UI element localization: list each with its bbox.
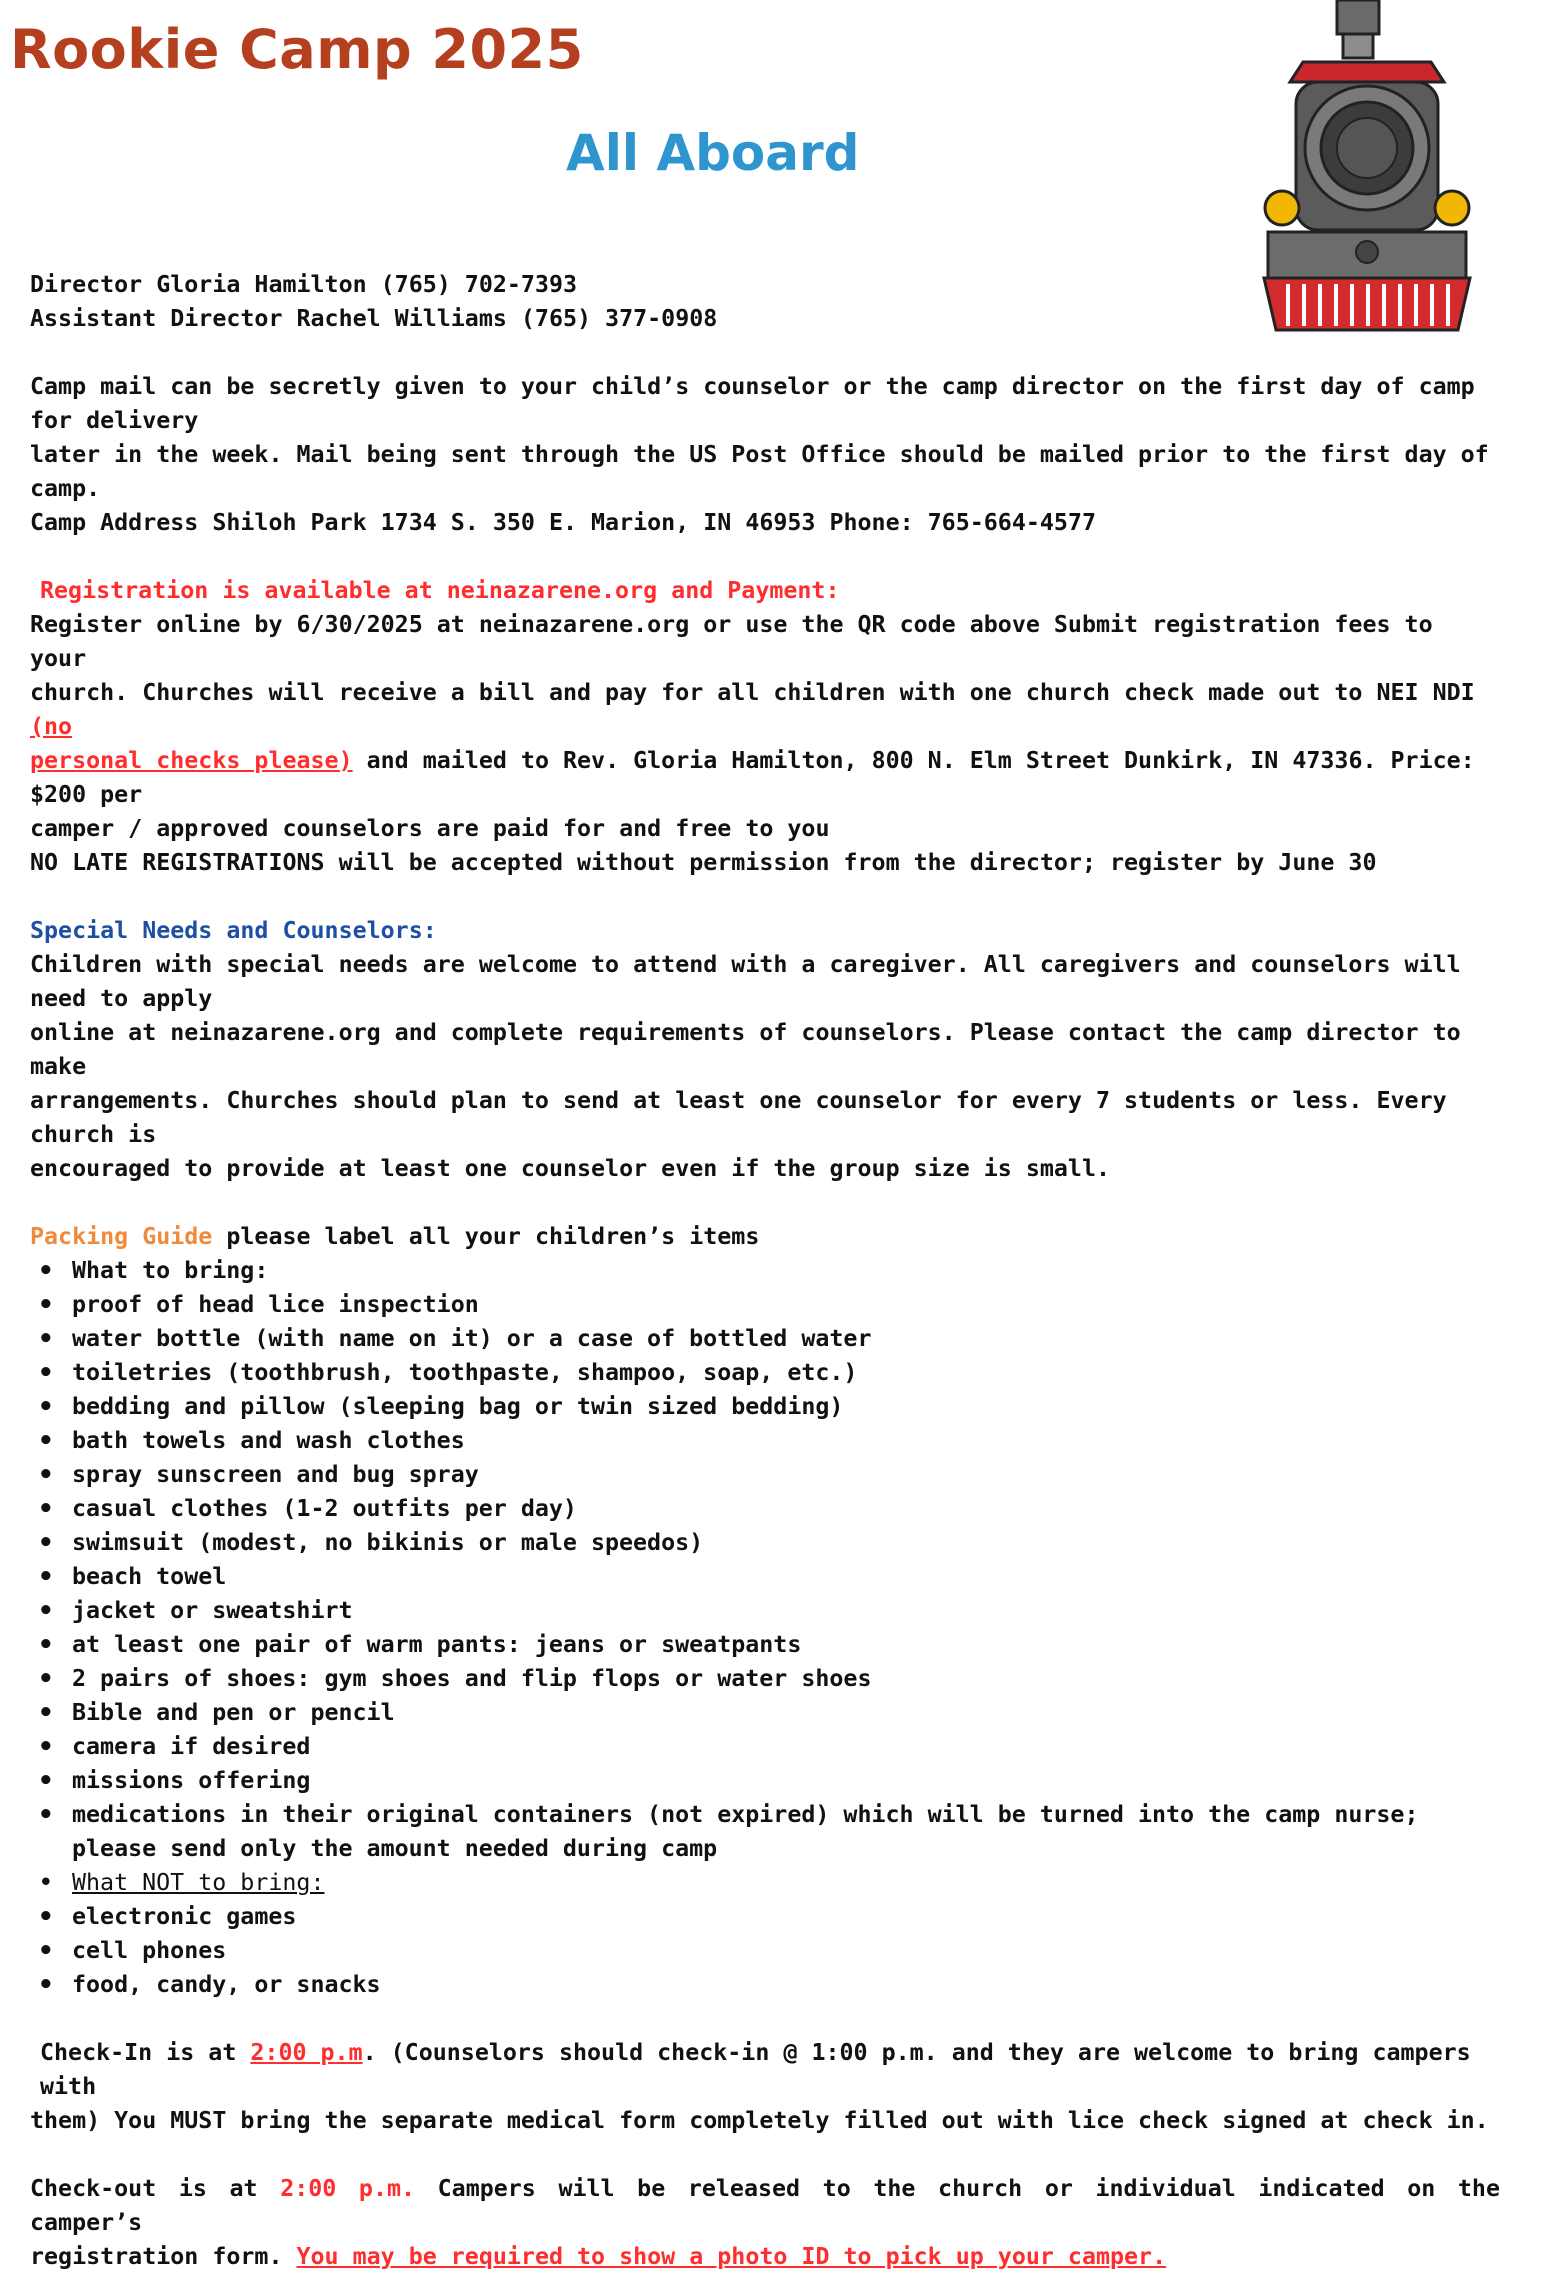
list-item: • spray sunscreen and bug spray xyxy=(30,1458,1500,1492)
list-item: • toiletries (toothbrush, toothpaste, shampoo, soap, etc.) xyxy=(30,1356,1500,1390)
check-in-time: 2:00 p.m xyxy=(250,2039,363,2066)
list-item: • beach towel xyxy=(30,1560,1500,1594)
list-item: • What to bring: xyxy=(30,1254,1500,1288)
packing-list xyxy=(30,1254,1500,2002)
list-item: • bedding and pillow (sleeping bag or twin sized bedding) xyxy=(30,1390,1500,1424)
page-subtitle: All Aboard xyxy=(566,124,860,182)
list-item: • swimsuit (modest, no bikinis or male speedos) xyxy=(30,1526,1500,1560)
photo-id-notice: You may be required to show a photo ID to pick up your camper. xyxy=(296,2243,1167,2270)
list-item: • at least one pair of warm pants: jeans or sweatpants xyxy=(30,1628,1500,1662)
late-registration-notice: NO LATE REGISTRATIONS will be accepted without permission from the director; register by June 30 xyxy=(30,849,1377,876)
list-item: • electronic games xyxy=(30,1900,1500,1934)
list-item: • 2 pairs of shoes: gym shoes and flip flops or water shoes xyxy=(30,1662,1500,1696)
list-item: • food, candy, or snacks xyxy=(30,1968,1500,2002)
mail-line: later in the week. Mail being sent through the US Post Office should be mailed prior to the first day of camp. xyxy=(30,441,1489,502)
what-not-to-bring-heading: • What NOT to bring: xyxy=(30,1866,1500,1900)
check-out-time: 2:00 p.m. xyxy=(280,2175,416,2202)
check-in-info: them) You MUST bring the separate medical form completely filled out with lice check signed at check in. xyxy=(30,2107,1489,2134)
no-personal-checks-link[interactable]: (no xyxy=(30,713,73,740)
registration-line: church. Churches will receive a bill and pay for all children with one church check made out to NEI NDI (no xyxy=(30,679,1475,740)
list-item: • bath towels and wash clothes xyxy=(30,1424,1500,1458)
list-item: • missions offering xyxy=(30,1764,1500,1798)
list-item: • medications in their original containers (not expired) which will be turned into the camp nurse; please send only the amount needed during camp xyxy=(30,1798,1500,1866)
packing-guide-heading: Packing Guide please label all your children’s items xyxy=(30,1223,760,1250)
director-contact: Director Gloria Hamilton (765) 702-7393 xyxy=(30,271,578,298)
registration-heading: Registration is available at neinazarene.org and Payment: xyxy=(40,577,840,604)
check-out-info: registration form. You may be required to show a photo ID to pick up your camper. xyxy=(30,2243,1167,2270)
check-in-info: Check-In is at 2:00 p.m. (Counselors should check-in @ 1:00 p.m. and they are welcome to bring campers with xyxy=(40,2039,1471,2100)
camp-address: Camp Address Shiloh Park 1734 S. 350 E. Marion, IN 46953 Phone: 765-664-4577 xyxy=(30,509,1096,536)
registration-line: Register online by 6/30/2025 at neinazarene.org or use the QR code above Submit registration fees to your xyxy=(30,611,1433,672)
special-needs-line: Children with special needs are welcome to attend with a caregiver. All caregivers and counselors will need to apply xyxy=(30,951,1461,1012)
list-item: • proof of head lice inspection xyxy=(30,1288,1500,1322)
no-personal-checks-link[interactable]: personal checks please) xyxy=(30,747,353,774)
check-out-info: Check-out is at 2:00 p.m. Campers will be released to the church or individual indicated on the camper’s xyxy=(30,2175,1500,2236)
special-needs-heading: Special Needs and Counselors: xyxy=(30,917,437,944)
mail-line: Camp mail can be secretly given to your child’s counselor or the camp director on the first day of camp for delivery xyxy=(30,373,1475,434)
list-item: • camera if desired xyxy=(30,1730,1500,1764)
special-needs-line: arrangements. Churches should plan to send at least one counselor for every 7 students or less. Every church is xyxy=(30,1087,1447,1148)
registration-line: personal checks please) and mailed to Rev. Gloria Hamilton, 800 N. Elm Street Dunkirk, IN 47336. Price: $200 per xyxy=(30,747,1475,808)
list-item: • jacket or sweatshirt xyxy=(30,1594,1500,1628)
document-body xyxy=(30,268,1500,2274)
special-needs-line: online at neinazarene.org and complete requirements of counselors. Please contact the camp director to make xyxy=(30,1019,1461,1080)
special-needs-line: encouraged to provide at least one counselor even if the group size is small. xyxy=(30,1155,1110,1182)
registration-line: camper / approved counselors are paid for and free to you xyxy=(30,815,830,842)
list-item: • casual clothes (1-2 outfits per day) xyxy=(30,1492,1500,1526)
list-item: • water bottle (with name on it) or a case of bottled water xyxy=(30,1322,1500,1356)
list-item: • Bible and pen or pencil xyxy=(30,1696,1500,1730)
assistant-director-contact: Assistant Director Rachel Williams (765) 377-0908 xyxy=(30,305,718,332)
page-title: Rookie Camp 2025 xyxy=(10,18,584,81)
list-item: • cell phones xyxy=(30,1934,1500,1968)
